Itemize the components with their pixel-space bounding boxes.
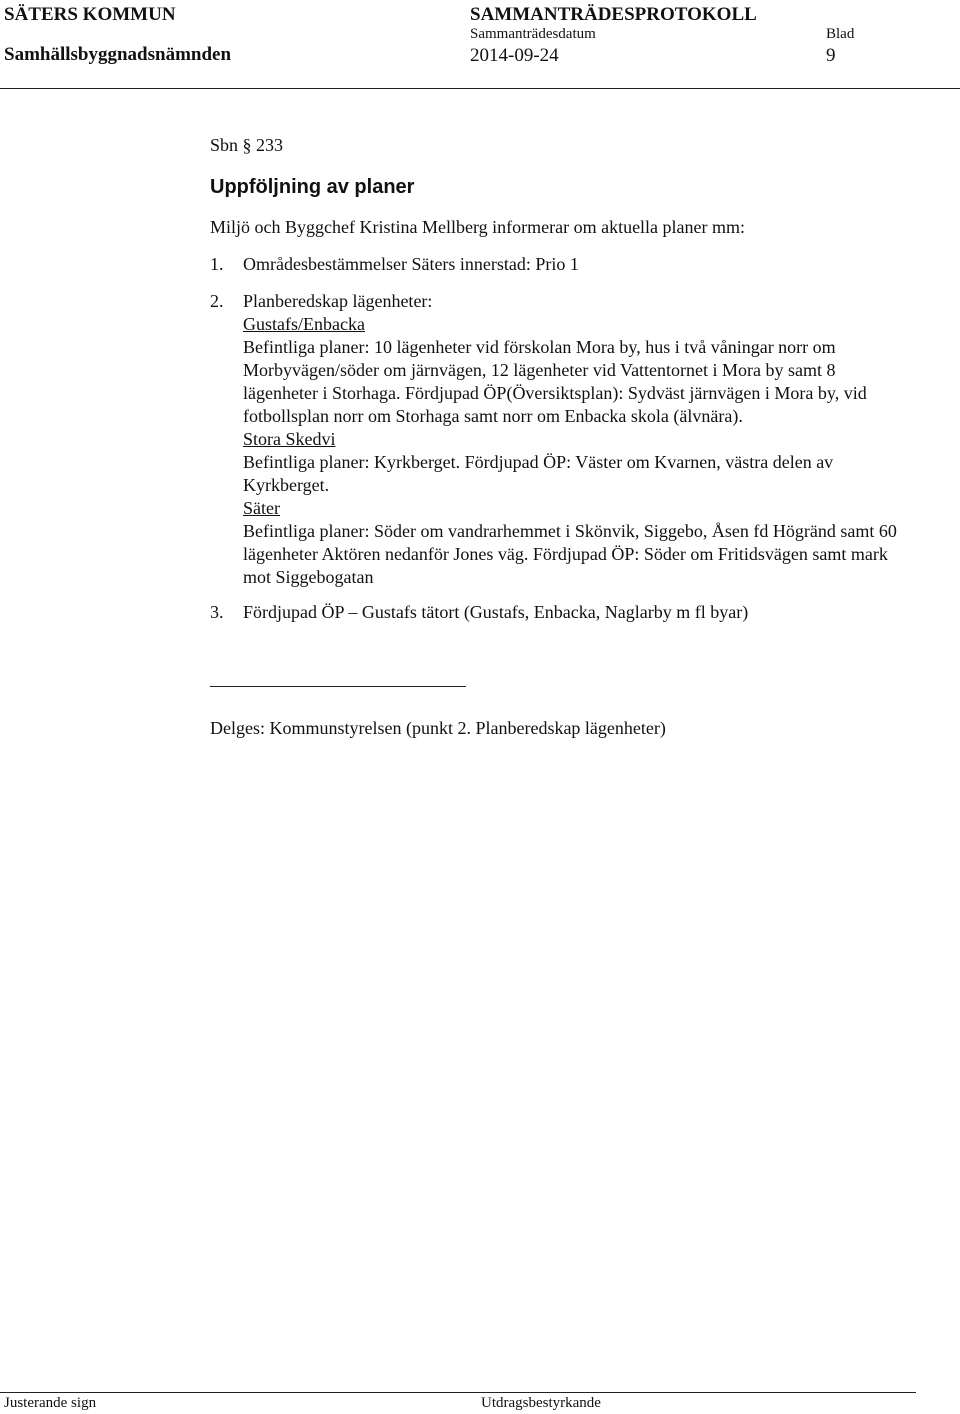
section-title: Uppföljning av planer [210, 176, 415, 198]
area-heading-sater: Säter [243, 498, 280, 518]
org-name: SÄTERS KOMMUN [4, 4, 176, 25]
list-item-text: Planberedskap lägenheter: [243, 291, 433, 311]
footer-divider [0, 1392, 916, 1393]
area-text-gustafs-enbacka: Befintliga planer: 10 lägenheter vid förskolan Mora by, hus i två våningar norr om Morbyvägen/söder om järnvägen, 12 lägenheter vid Vattentornet i Mora by samt 8 lägenheter i Storhaga. Fördjupad ÖP(Översiktsplan): Sydväst järnvägen i Mora by, vid fotbollsplan norr om Storhaga samt norr om Enbacka skola (älvnära). [243, 337, 867, 426]
footer-certification-label: Utdragsbestyrkande [481, 1395, 601, 1411]
paragraph-number: Sbn § 233 [210, 135, 284, 155]
date-label: Sammanträdesdatum [470, 26, 596, 42]
committee-name: Samhällsbyggnadsnämnden [4, 44, 232, 65]
section-divider [210, 686, 466, 687]
list-item-number: 2. [210, 291, 224, 311]
list-item-text: Områdesbestämmelser Säters innerstad: Prio 1 [243, 254, 579, 274]
area-heading-gustafs-enbacka: Gustafs/Enbacka [243, 314, 365, 334]
area-text-sater: Befintliga planer: Söder om vandrarhemmet i Skönvik, Siggebo, Åsen fd Högränd samt 60 lägenheter Aktören nedanför Jones väg. Fördjupad ÖP: Söder om Fritidsvägen samt mark mot Siggebogatan [243, 521, 897, 587]
intro-text: Miljö och Byggchef Kristina Mellberg informerar om aktuella planer mm: [210, 217, 746, 237]
doc-type: SAMMANTRÄDESPROTOKOLL [470, 4, 757, 25]
list-item-number: 1. [210, 254, 224, 274]
header-divider [0, 88, 960, 89]
page-label: Blad [826, 26, 855, 42]
list-item-number: 3. [210, 602, 224, 622]
list-item [210, 290, 910, 589]
footer-signature-label: Justerande sign [4, 1395, 97, 1411]
protocol-section [210, 134, 910, 624]
list-item [210, 253, 910, 276]
list-item [210, 601, 910, 624]
meeting-date: 2014-09-24 [470, 45, 559, 66]
distribution-note: Delges: Kommunstyrelsen (punkt 2. Planberedskap lägenheter) [210, 718, 666, 738]
area-heading-stora-skedvi: Stora Skedvi [243, 429, 336, 449]
list-item-text: Fördjupad ÖP – Gustafs tätort (Gustafs, Enbacka, Naglarby m fl byar) [243, 602, 749, 622]
document-header [0, 0, 960, 90]
area-text-stora-skedvi: Befintliga planer: Kyrkberget. Fördjupad ÖP: Väster om Kvarnen, västra delen av Kyrkberget. [243, 452, 834, 495]
page-number: 9 [826, 45, 836, 66]
